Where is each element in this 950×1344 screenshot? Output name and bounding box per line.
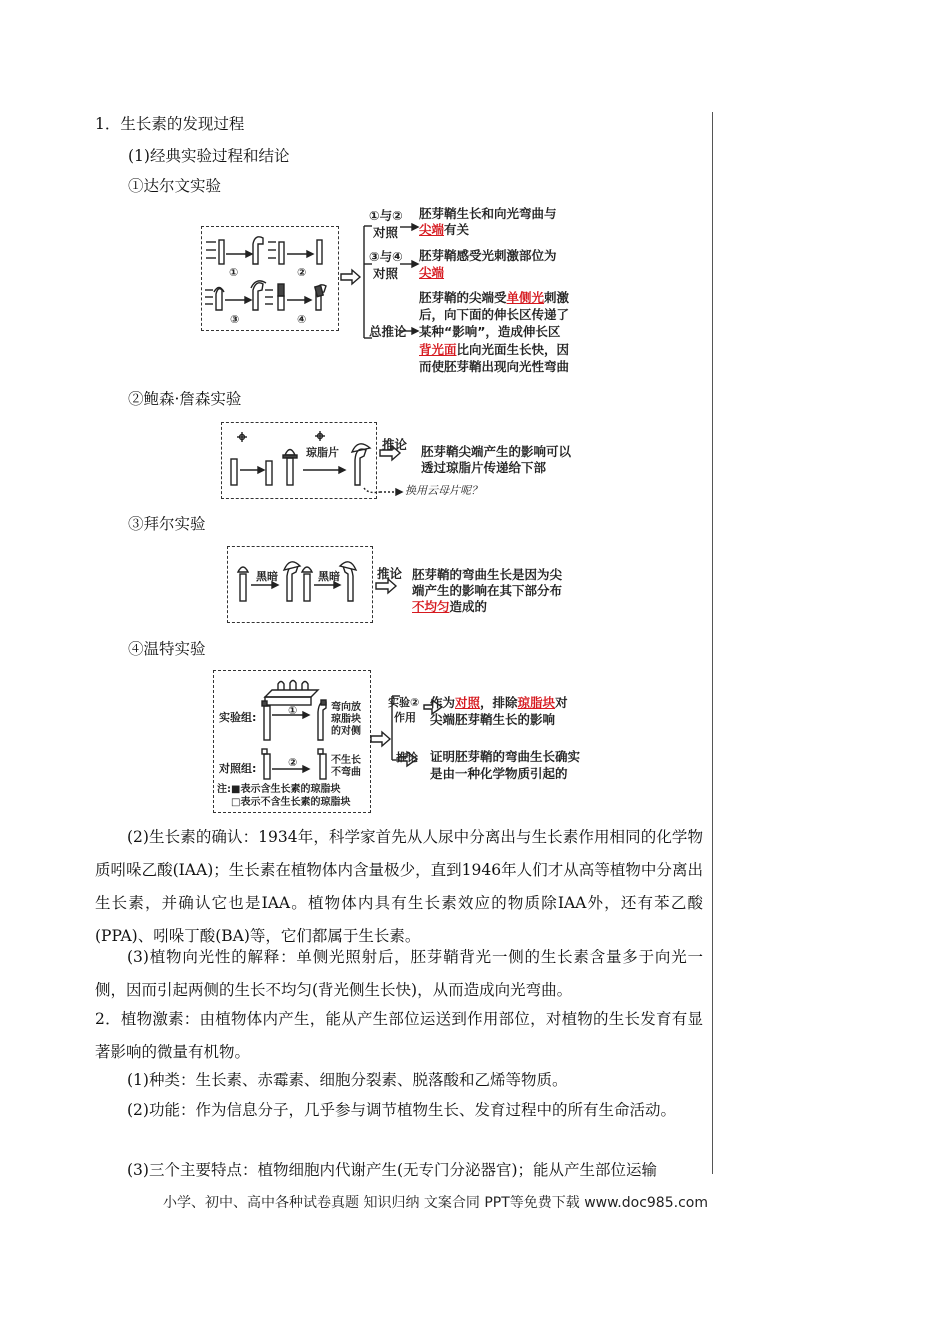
para-function: (2)功能：作为信息分子，几乎参与调节植物生长、发育过程中的所有生命活动。 <box>127 1101 676 1119</box>
section2-heading: 2．植物激素：由植物体内产生，能从产生部位运送到作用部位，对植物的生长发育有显著影响的微量有机物。 <box>95 1010 703 1061</box>
went-role-red2: 琼脂块 <box>517 695 556 710</box>
sub1-heading: (1)经典实验过程和结论 <box>128 147 290 165</box>
darwin-label-3: ③ <box>230 313 240 326</box>
went-step2: ② <box>288 756 298 769</box>
went-res1-a: 弯向放 <box>331 702 361 713</box>
darwin-label-2: ② <box>297 266 307 279</box>
c3-line1-b: 刺激 <box>544 290 570 305</box>
section1-heading: 1．生长素的发现过程 <box>95 115 245 133</box>
went-res2-a: 不生长 <box>331 755 361 766</box>
bj-infer-label: 推论 <box>382 437 408 452</box>
went-res2-b: 不弯曲 <box>331 767 361 778</box>
c1-label-a: ①与② <box>369 208 403 223</box>
went-res1-c: 的对侧 <box>331 726 361 737</box>
bj-text1: 胚芽鞘尖端产生的影响可以 <box>421 444 572 459</box>
darwin-label-1: ① <box>229 266 239 279</box>
exp3-title: ③拜尔实验 <box>128 515 206 533</box>
went-note2: □表示不含生长素的琼脂块 <box>231 797 351 808</box>
c3-line4-red: 背光面 <box>419 342 457 357</box>
went-role-c: 对 <box>555 695 568 710</box>
para-phototropism: (3)植物向光性的解释：单侧光照射后，胚芽鞘背光一侧的生长素含量多于向光一侧，因而引起两侧的生长不均匀(背光侧生长快)，从而造成向光弯曲。 <box>95 948 703 999</box>
c1-text-a: 胚芽鞘生长和向光弯曲与 <box>419 206 557 221</box>
c2-label-b: 对照 <box>373 266 399 281</box>
c3-line2: 后，向下面的伸长区传递了 <box>419 307 570 322</box>
c2-label-a: ③与④ <box>369 249 403 264</box>
paal-infer-label: 推论 <box>377 566 403 581</box>
went-role-red1: 对照 <box>455 695 481 710</box>
went-exp-group: 实验组: <box>219 711 257 724</box>
page-footer: 小学、初中、高中各种试卷真题 知识归纳 文案合同 PPT等免费下载 www.doc985.com <box>163 1195 708 1211</box>
went-ctrl-group: 对照组: <box>219 762 257 775</box>
went-role-b: ，排除 <box>480 695 518 710</box>
went-infer-text1: 证明胚芽鞘的弯曲生长确实 <box>430 749 581 764</box>
went-res1-b: 琼脂块 <box>331 714 361 725</box>
went-role-a: 作为 <box>430 695 456 710</box>
paal-text3-red: 不均匀 <box>412 599 450 614</box>
exp1-title: ①达尔文实验 <box>128 177 222 195</box>
bj-agar-label: 琼脂片 <box>306 446 339 459</box>
para-types: (1)种类：生长素、赤霉素、细胞分裂素、脱落酸和乙烯等物质。 <box>127 1071 568 1089</box>
c2-red: 尖端 <box>419 265 445 280</box>
c3-line1-a: 胚芽鞘的尖端受 <box>419 290 507 305</box>
c3-line4-b: 比向光面生长快，因 <box>456 342 570 357</box>
c3-label: 总推论 <box>369 324 407 339</box>
went-step1: ① <box>288 704 298 717</box>
c3-line1-red: 单侧光 <box>506 290 545 305</box>
paal-dark2: 黑暗 <box>318 570 340 583</box>
c1-red: 尖端 <box>419 222 445 237</box>
exp2-title: ②鲍森·詹森实验 <box>128 390 242 408</box>
went-infer-label: 推论 <box>396 751 418 764</box>
exp4-title: ④温特实验 <box>128 640 206 658</box>
paal-text2: 端产生的影响在其下部分布 <box>412 583 563 598</box>
went-note1: 注:■表示含生长素的琼脂块 <box>217 784 341 795</box>
c1-text-b: 有关 <box>444 222 470 237</box>
c3-line3: 某种“影响”，造成伸长区 <box>419 324 561 339</box>
bj-text2: 透过琼脂片传递给下部 <box>421 460 547 475</box>
went-role-text2: 尖端胚芽鞘生长的影响 <box>430 712 556 727</box>
bj-note: 换用云母片呢？ <box>405 484 482 497</box>
went-role-label-a: 实验② <box>388 696 420 709</box>
c1-label-b: 对照 <box>373 225 399 240</box>
c2-text-a: 胚芽鞘感受光刺激部位为 <box>419 248 557 263</box>
para-features: (3)三个主要特点：植物细胞内代谢产生(无专门分泌器官)；能从产生部位运输 <box>127 1161 658 1179</box>
paal-dark1: 黑暗 <box>256 570 278 583</box>
went-infer-text2: 是由一种化学物质引起的 <box>430 766 568 781</box>
c3-line5: 而使胚芽鞘出现向光性弯曲 <box>419 359 570 374</box>
para-auxin-confirm: (2)生长素的确认：1934年，科学家首先从人尿中分离出与生长素作用相同的化学物质吲哚乙酸(IAA)；生长素在植物体内含量极少，直到1946年人们才从高等植物中分离出生长素，并确认它也是IAA。植物体内具有生长素效应的物质除IAA外，还有苯乙酸(PPA)、吲哚丁酸(BA)等，它们都属于生长素。 <box>95 828 703 945</box>
darwin-label-4: ④ <box>297 313 307 326</box>
paal-text3-b: 造成的 <box>449 599 488 614</box>
paal-text1: 胚芽鞘的弯曲生长是因为尖 <box>412 567 563 582</box>
went-role-label-b: 作用 <box>394 711 416 724</box>
